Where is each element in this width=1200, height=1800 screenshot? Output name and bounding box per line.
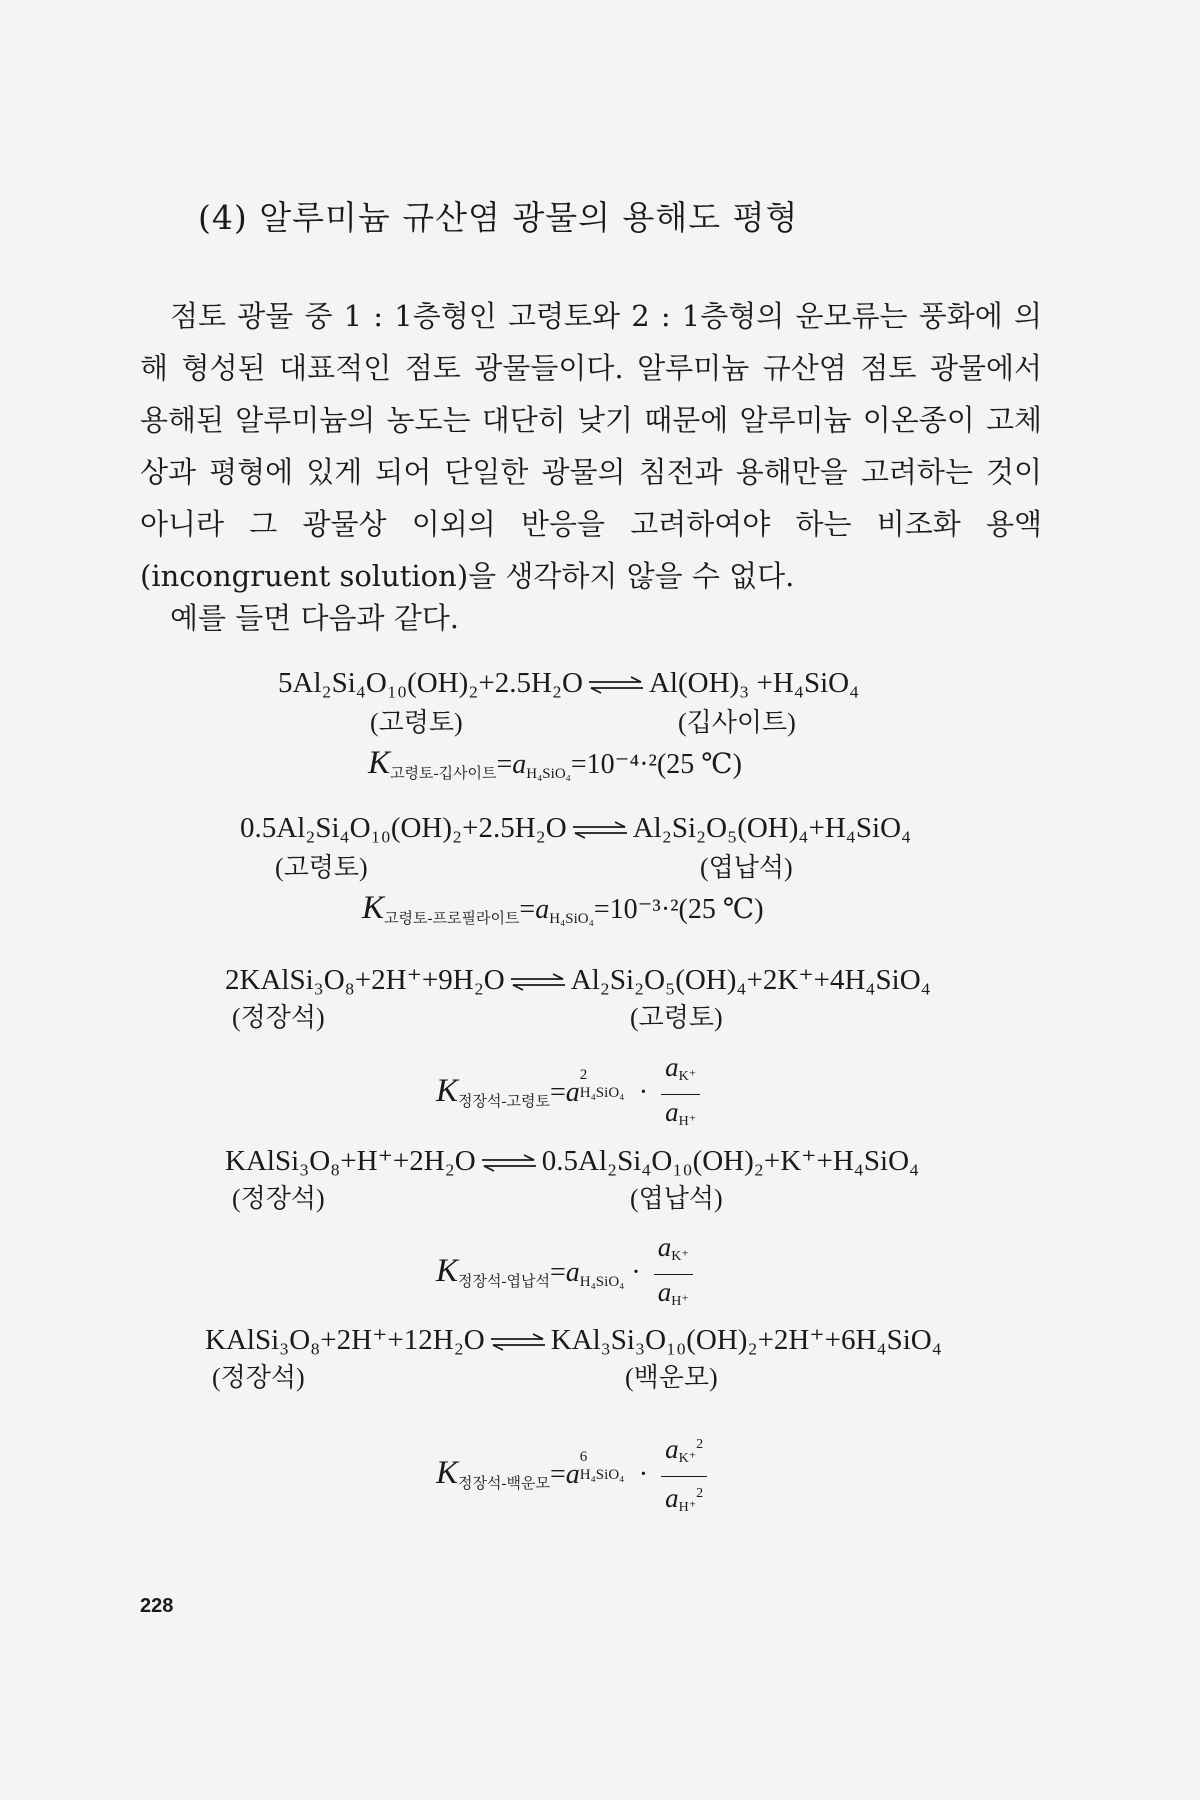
reaction-3-right-name: (고령토) [630,1003,723,1032]
reaction-3-left-name: (정장석) [232,1003,325,1032]
reaction-4-equation [225,1143,919,1178]
reaction-1-equation [278,667,859,700]
reaction-1-right: Al(OH)₃ +H₄SiO₄ [648,667,860,699]
reaction-1-k-subscript: 고령토-깁사이트 [390,766,497,782]
activity-symbol: a [512,749,527,780]
activity-subscript: H₄SiO₄ [549,911,594,927]
reaction-2-left-name: (고령토) [275,853,368,882]
reaction-2-equation [240,812,911,845]
page-number: 228 [140,1595,174,1617]
k-plus-over-h-plus-fraction: $\frac{a_{K^+}}{a_{H^+}}$ [661,1052,700,1137]
reaction-5-k-power: 6 [579,1448,588,1465]
activity-subscript: H₄SiO₄ [526,766,571,782]
reaction-2-k-expression: $K_{고령토-프로필라이트}=a_{H_4SiO_4}=10^{-3}\cdot^2(25$ ℃) [362,890,764,927]
reaction-4-right-name: (엽납석) [630,1184,723,1213]
reaction-4-left-name: (정장석) [232,1184,325,1213]
reaction-4-left: KAlSi₃O₈+H⁺+2H₂O [225,1145,476,1177]
k-symbol: K [368,745,391,781]
reaction-4-k-subscript: 정장석-엽납석 [458,1273,550,1290]
reaction-5-k-subscript: 정장석-백운모 [458,1475,550,1492]
activity-symbol: a [565,1076,580,1108]
k-symbol: K [362,890,385,926]
reaction-1-left: 5Al₂Si₄O₁₀(OH)₂+2.5H₂O [278,667,583,699]
paragraph-intro: 점토 광물 중 1 : 1층형인 고령토와 2 : 1층형의 운모류는 풍화에 의해 형성된 대표적인 점토 광물들이다. 알루미늄 규산염 점토 광물에서 용해된 알루미늄의 농도는 대단히 낮기 때문에 알루미늄 이온종이 고체상과 평형에 있게 되어 단일한 광물의 침전과 용해만을 고려하는 것이 아니라 그 광물상 이외의 반응을 고려하여야 하는 비조화 용액(incongruent solution)을 생각하지 않을 수 없다. [140,299,1042,593]
reaction-5-equation [205,1322,942,1357]
equilibrium-arrow-icon [480,1154,538,1172]
k-plus-squared-over-h-plus-squared-fraction: $\frac{a_{K^+}^2}{a_{H^+}^2}$ [661,1430,707,1523]
activity-super-subscript [579,1066,632,1101]
reaction-3-k-subscript: 정장석-고령토 [458,1093,550,1110]
reaction-5-left-name: (정장석) [212,1363,305,1392]
reaction-2-left: 0.5Al₂Si₄O₁₀(OH)₂+2.5H₂O [240,812,567,844]
reaction-3-left: 2KAlSi₃O₈+2H⁺+9H₂O [225,964,505,996]
activity-subscript: H₄SiO₄ [579,1273,625,1290]
reaction-2-k-value: =10⁻³·²(25 ℃) [593,894,764,925]
equilibrium-arrow-icon [571,821,629,839]
equilibrium-arrow-icon [587,676,645,694]
reaction-3-equation [225,962,931,997]
activity-symbol: a [565,1458,580,1490]
reaction-1-k-expression: $K_{고령토-깁사이트}=a_{H_4SiO_4}=10^{-4}\cdot^2(25$ ℃) [368,745,742,782]
reaction-1-left-name: (고령토) [370,708,463,737]
k-symbol: K [436,1454,459,1491]
reaction-5-left: KAlSi₃O₈+2H⁺+12H₂O [205,1324,485,1356]
reaction-2-right-name: (엽납석) [700,853,793,882]
section-title: (4) 알루미늄 규산염 광물의 용해도 평형 [198,198,799,237]
paragraph-example-lead: 예를 들면 다음과 같다. [170,601,459,635]
reaction-3-k-power: 2 [579,1066,588,1083]
reaction-4-k-expression: $K_{정장석-엽납석}=a_{H_4SiO_4}$ · $\frac{a_{K^+}}{a_{H^+}}$ [436,1232,693,1317]
activity-subscript: H₄SiO₄ [579,1084,625,1101]
activity-subscript: H₄SiO₄ [579,1466,625,1483]
equilibrium-arrow-icon [489,1333,547,1351]
reaction-1-k-value: =10⁻⁴·²(25 ℃) [570,749,742,780]
k-symbol: K [436,1072,459,1109]
equilibrium-arrow-icon [509,973,567,991]
k-plus-over-h-plus-fraction: $\frac{a_{K^+}}{a_{H^+}}$ [654,1232,693,1317]
reaction-2-right: Al₂Si₂O₅(OH)₄+H₄SiO₄ [632,812,912,844]
reaction-1-right-name: (깁사이트) [678,708,796,737]
activity-symbol: a [535,894,550,925]
reaction-2-k-subscript: 고령토-프로필라이트 [384,911,520,927]
reaction-5-frac-power-bottom: 2 [696,1486,704,1501]
reaction-5-right-name: (백운모) [625,1363,718,1392]
reaction-3-k-expression: $K_{정장석-고령토}=a$ 2 H₄SiO₄ · $\frac{a_{K^+}}{a_{H^+}}$ [436,1052,700,1137]
reaction-5-k-expression: $K_{정장석-백운모}=a$ 6 H₄SiO₄ · $\frac{a_{K^+}^2}{a_{H^+}^2}$ [436,1430,707,1523]
activity-super-subscript [579,1448,632,1483]
k-symbol: K [436,1252,459,1289]
reaction-4-right: 0.5Al₂Si₄O₁₀(OH)₂+K⁺+H₄SiO₄ [541,1145,920,1177]
activity-symbol: a [565,1256,580,1288]
reaction-5-frac-power-top: 2 [696,1437,704,1452]
reaction-3-right: Al₂Si₂O₅(OH)₄+2K⁺+4H₄SiO₄ [570,964,931,996]
reaction-5-right: KAl₃Si₃O₁₀(OH)₂+2H⁺+6H₄SiO₄ [550,1324,942,1356]
